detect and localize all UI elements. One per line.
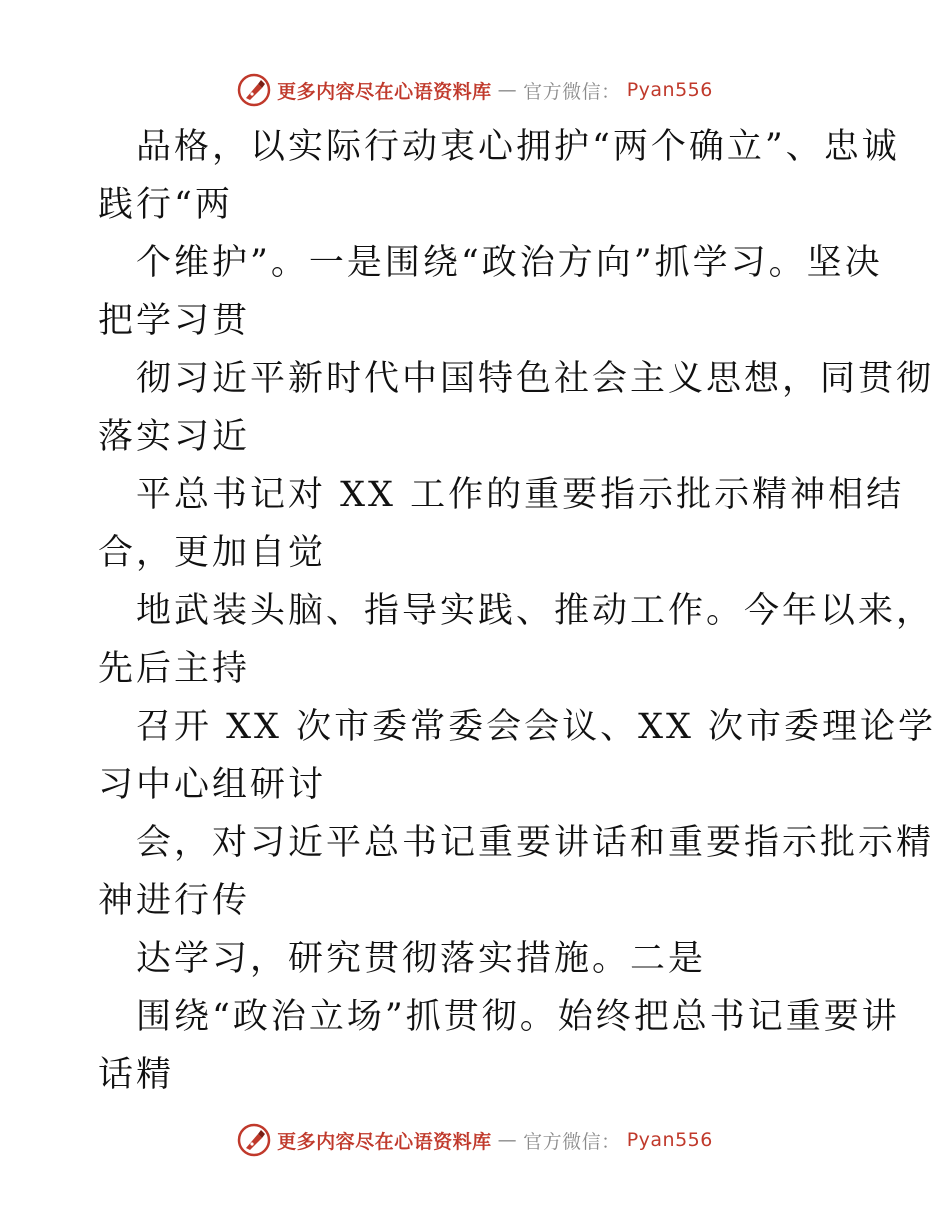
paragraph-line — [98, 930, 858, 988]
paragraph-line — [98, 988, 900, 1104]
line-first: 围绕“政治立场”抓贯彻。始终把总书记重要讲 — [136, 997, 900, 1037]
line-rest: 神进行传 — [98, 881, 251, 921]
watermark-separator: — — [497, 79, 518, 101]
paragraph-line — [98, 466, 905, 582]
footer-watermark — [0, 1120, 950, 1160]
line-rest: 落实习近 — [98, 417, 251, 457]
line-first: 达学习，研究贯彻落实措施。二是 — [136, 939, 707, 979]
document-body — [98, 118, 937, 1104]
line-rest: 先后主持 — [98, 649, 251, 689]
line-first: 品格，以实际行动衷心拥护“两个确立”、忠诚 — [136, 127, 900, 167]
watermark-main-text: 更多内容尽在心语资料库 — [277, 1130, 492, 1153]
header-watermark — [0, 70, 950, 110]
paragraph-line — [98, 118, 900, 234]
line-first: 会，对习近平总书记重要讲话和重要指示批示精 — [136, 823, 935, 863]
line-rest: 合，更加自觉 — [98, 533, 327, 573]
line-rest: 习中心组研讨 — [98, 765, 327, 805]
paragraph-line — [98, 234, 883, 350]
paragraph-line — [98, 698, 937, 814]
line-rest: 践行“两 — [98, 185, 233, 225]
watermark-separator: — — [497, 1129, 518, 1151]
watermark-main-text: 更多内容尽在心语资料库 — [277, 80, 492, 103]
line-first: 平总书记对 XX 工作的重要指示批示精神相结 — [136, 475, 905, 515]
line-first: 召开 XX 次市委常委会会议、XX 次市委理论学 — [136, 707, 937, 747]
watermark-account-id: Pyan556 — [626, 1129, 713, 1151]
paragraph-line — [98, 350, 935, 466]
watermark-official-label: 官方微信： — [523, 1130, 621, 1153]
line-rest: 把学习贯 — [98, 301, 251, 341]
watermark-official-label: 官方微信： — [523, 80, 621, 103]
line-first: 个维护”。一是围绕“政治方向”抓学习。坚决 — [136, 243, 883, 283]
watermark-account-id: Pyan556 — [626, 79, 713, 101]
line-rest: 话精 — [98, 1055, 175, 1095]
line-first: 彻习近平新时代中国特色社会主义思想，同贯彻 — [136, 359, 935, 399]
paragraph-line — [98, 814, 935, 930]
line-first: 地武装头脑、指导实践、推动工作。今年以来， — [136, 591, 935, 631]
pen-nib-logo-icon — [237, 73, 271, 107]
paragraph-line — [98, 582, 935, 698]
pen-nib-logo-icon — [237, 1123, 271, 1157]
